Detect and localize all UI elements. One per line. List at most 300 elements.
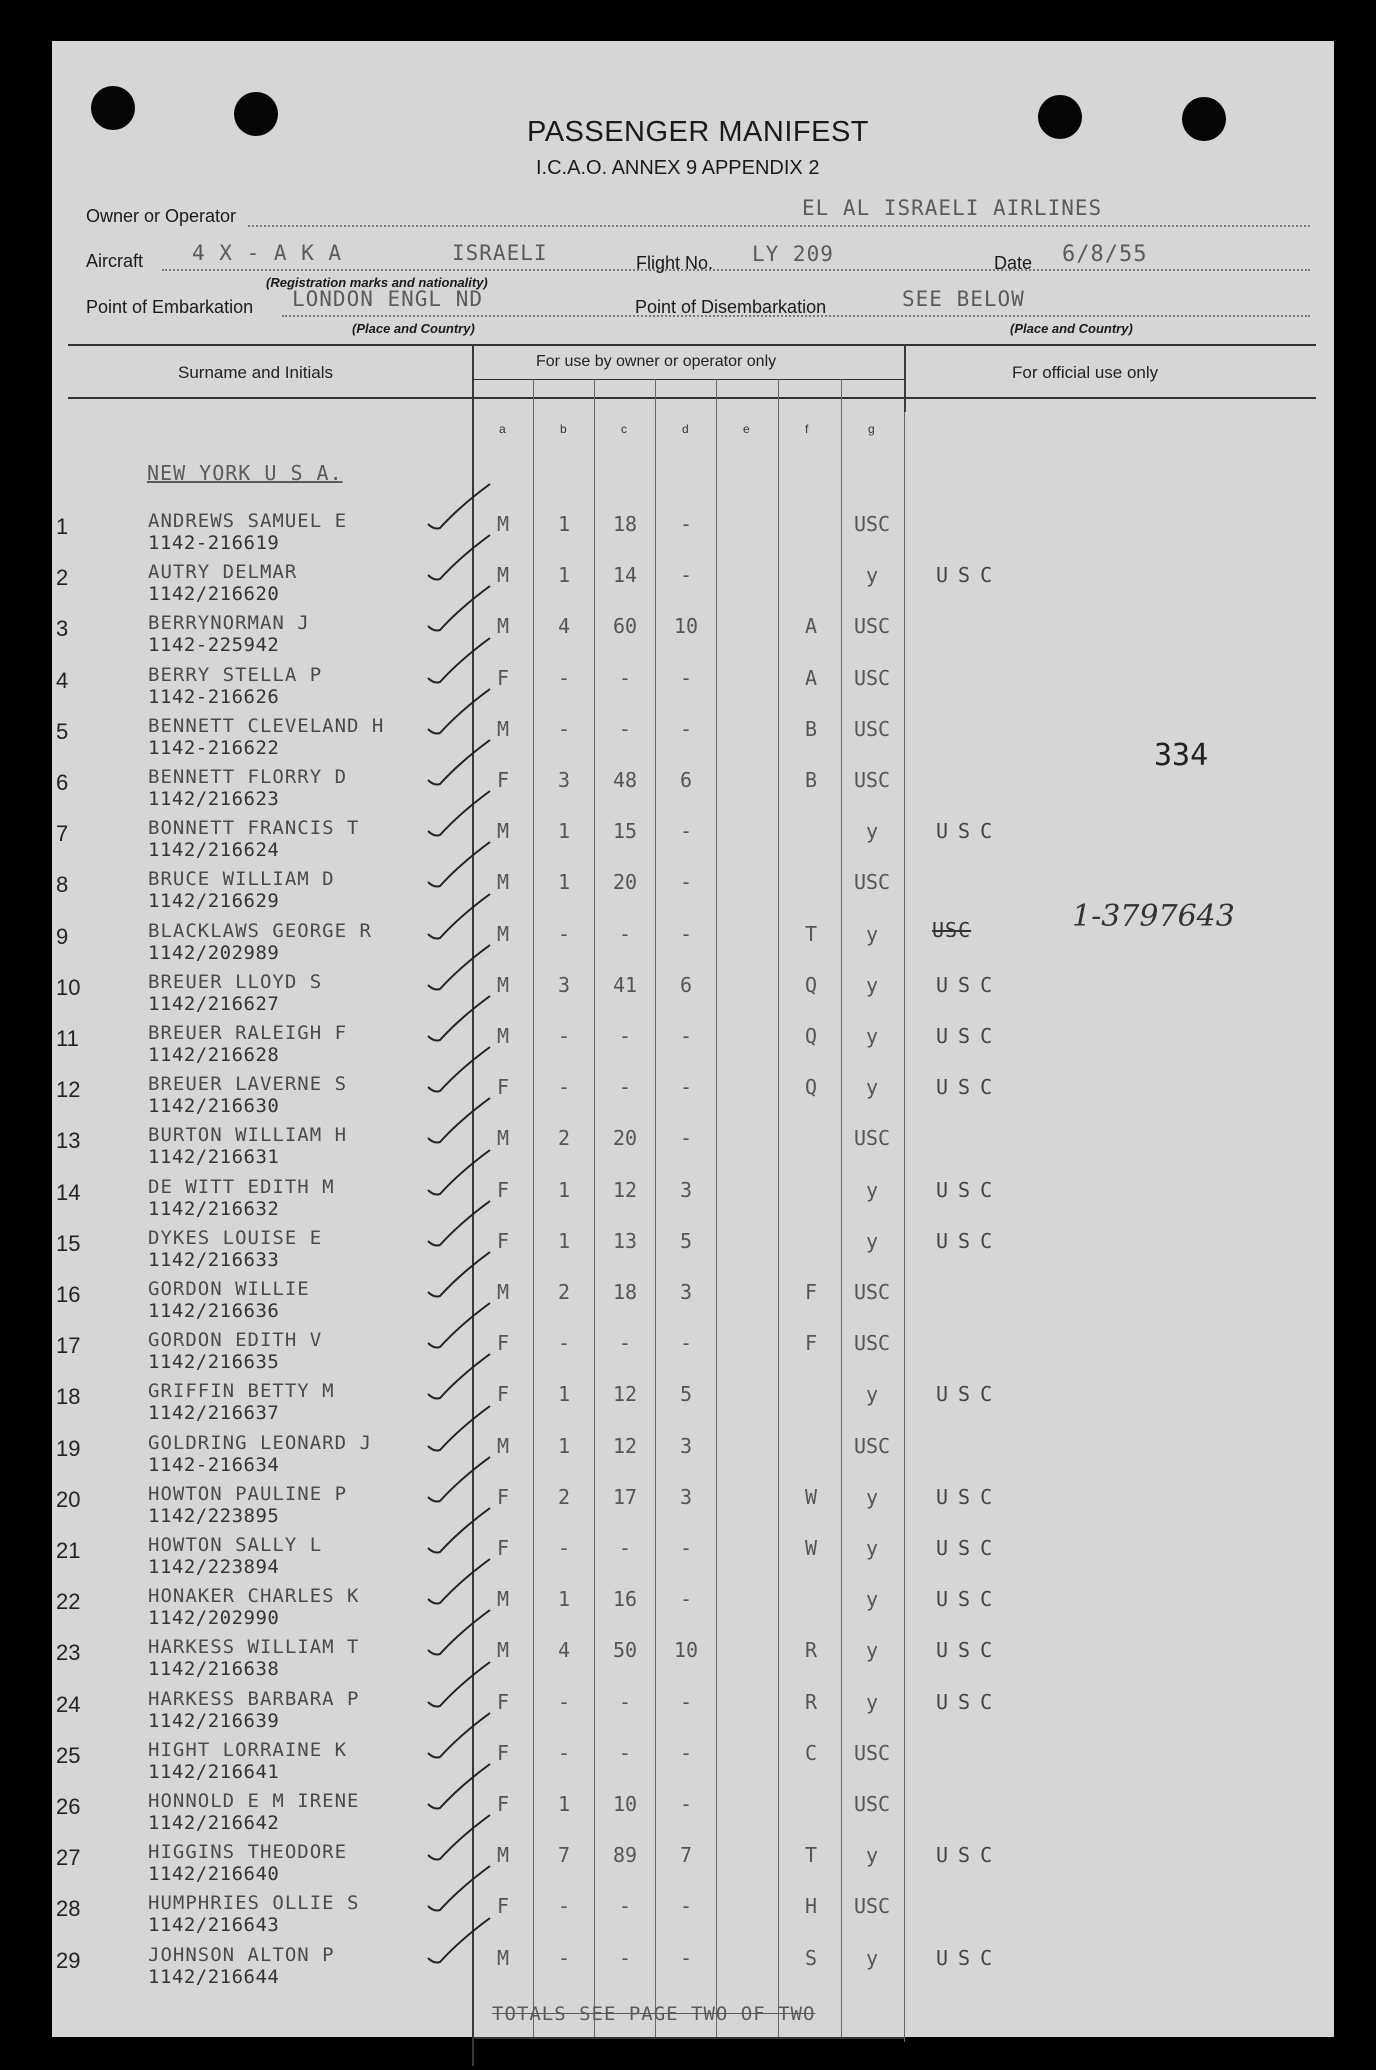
row-number: 6 — [56, 770, 69, 795]
col-b-value: - — [557, 1946, 571, 1970]
check-mark-icon — [420, 1146, 500, 1202]
col-f-value: B — [804, 768, 818, 792]
col-a-value: M — [496, 1946, 510, 1970]
destination-heading: NEW YORK U S A. — [147, 461, 343, 485]
passenger-name: BREUER RALEIGH F — [148, 1022, 348, 1044]
punch-hole — [1182, 97, 1226, 141]
col-f-value: R — [804, 1638, 818, 1662]
passenger-name: HONNOLD E M IRENE — [148, 1790, 360, 1812]
col-b-value: 3 — [557, 768, 571, 792]
manifest-sheet — [52, 41, 1334, 2037]
col-c-value: 41 — [612, 973, 638, 997]
ticket-number: 1142/216644 — [148, 1966, 280, 1988]
passenger-name: HARKESS BARBARA P — [148, 1688, 360, 1710]
row-number: 29 — [56, 1948, 81, 1973]
col-b-value: - — [557, 717, 571, 741]
passenger-name: HIGGINS THEODORE — [148, 1841, 348, 1863]
col-b-value: 4 — [557, 1638, 571, 1662]
col-d-value: 5 — [679, 1229, 693, 1253]
subcol-a: a — [499, 422, 506, 436]
col-f-value: Q — [804, 1075, 818, 1099]
col-c-value: - — [618, 1946, 632, 1970]
col-d-value: - — [679, 717, 693, 741]
ticket-number: 1142-225942 — [148, 634, 280, 656]
ticket-number: 1142/216630 — [148, 1095, 280, 1117]
col-c-value: - — [618, 1741, 632, 1765]
col-c-value: 50 — [612, 1638, 638, 1662]
row-number: 20 — [56, 1487, 81, 1512]
row-number: 1 — [56, 514, 69, 539]
row-number: 4 — [56, 668, 69, 693]
subcol-c: c — [621, 422, 627, 436]
col-g-value: USC — [853, 768, 891, 792]
row-number: 11 — [56, 1026, 79, 1051]
check-mark-icon — [420, 1402, 500, 1458]
col-b-value: - — [557, 1536, 571, 1560]
col-c-value: 15 — [612, 819, 638, 843]
check-mark-icon — [420, 480, 500, 536]
col-a-value: M — [496, 1587, 510, 1611]
col-g-value: USC — [853, 1331, 891, 1355]
official-use-value: USC — [936, 1178, 1003, 1202]
col-a-value: F — [496, 1792, 510, 1816]
col-d-value: - — [679, 1126, 693, 1150]
ticket-number: 1142-216634 — [148, 1454, 280, 1476]
col-b-value: 2 — [557, 1126, 571, 1150]
ticket-number: 1142/216640 — [148, 1863, 280, 1885]
col-a-value: F — [496, 1075, 510, 1099]
passenger-name: GOLDRING LEONARD J — [148, 1432, 372, 1454]
row-number: 14 — [56, 1180, 81, 1205]
col-d-value: 3 — [679, 1280, 693, 1304]
owner-label: Owner or Operator — [86, 206, 237, 226]
col-a-value: M — [496, 922, 510, 946]
check-mark-icon — [420, 992, 500, 1048]
col-d-value: - — [679, 563, 693, 587]
passenger-name: BERRYNORMAN J — [148, 612, 310, 634]
row-number: 10 — [56, 975, 81, 1000]
passenger-name: BLACKLAWS GEORGE R — [148, 920, 372, 942]
row-number: 17 — [56, 1333, 81, 1358]
check-mark-icon — [420, 1299, 500, 1355]
col-c-value: - — [618, 666, 632, 690]
col-b-value: 3 — [557, 973, 571, 997]
table-row — [52, 811, 1334, 861]
ticket-number: 1142/216633 — [148, 1249, 280, 1271]
ticket-number: 1142/216624 — [148, 839, 280, 861]
col-g-value: y — [865, 1178, 879, 1202]
col-a-value: M — [496, 973, 510, 997]
aircraft-value: 4 X - A K A — [192, 241, 343, 265]
col-b-value: - — [557, 1690, 571, 1714]
check-mark-icon — [420, 838, 500, 894]
col-c-value: - — [618, 1024, 632, 1048]
col-c-value: 12 — [612, 1382, 638, 1406]
ticket-number: 1142-216619 — [148, 532, 280, 554]
col-b-value: 7 — [557, 1843, 571, 1867]
ticket-number: 1142/216635 — [148, 1351, 280, 1373]
col-g-value: y — [865, 1587, 879, 1611]
col-a-value: F — [496, 1536, 510, 1560]
col-g-value: USC — [853, 512, 891, 536]
row-number: 16 — [56, 1282, 81, 1307]
handwritten-note: 1-3797643 — [1072, 899, 1235, 934]
col-f-value: T — [804, 922, 818, 946]
col-g-value: USC — [853, 870, 891, 894]
col-d-value: - — [679, 922, 693, 946]
ticket-number: 1142-216622 — [148, 737, 280, 759]
ticket-number: 1142/216638 — [148, 1658, 280, 1680]
check-mark-icon — [420, 1760, 500, 1816]
ticket-number: 1142-216626 — [148, 686, 280, 708]
ticket-number: 1142/216639 — [148, 1710, 280, 1732]
col-a-value: M — [496, 1843, 510, 1867]
col-b-value: 1 — [557, 1792, 571, 1816]
row-number: 12 — [56, 1077, 81, 1102]
col-a-value: M — [496, 1434, 510, 1458]
col-c-value: - — [618, 1690, 632, 1714]
col-a-value: M — [496, 870, 510, 894]
col-d-value: 3 — [679, 1434, 693, 1458]
col-b-value: - — [557, 666, 571, 690]
passenger-name: BONNETT FRANCIS T — [148, 817, 360, 839]
ticket-number: 1142/223894 — [148, 1556, 280, 1578]
form-subtitle: I.C.A.O. ANNEX 9 APPENDIX 2 — [536, 157, 820, 179]
col-c-value: - — [618, 1331, 632, 1355]
col-b-value: 1 — [557, 512, 571, 536]
col-d-value: - — [679, 666, 693, 690]
row-number: 5 — [56, 719, 69, 744]
ticket-number: 1142/216631 — [148, 1146, 280, 1168]
passenger-name: AUTRY DELMAR — [148, 561, 298, 583]
col-a-value: M — [496, 1024, 510, 1048]
embarkation-label: Point of Embarkation — [86, 297, 254, 317]
check-mark-icon — [420, 1811, 500, 1867]
col-g-value: USC — [853, 1894, 891, 1918]
ticket-number: 1142/216627 — [148, 993, 280, 1015]
check-mark-icon — [420, 582, 500, 638]
passenger-name: GRIFFIN BETTY M — [148, 1380, 335, 1402]
table-row — [52, 1170, 1334, 1220]
check-mark-icon — [420, 1043, 500, 1099]
official-use-value: USC — [936, 1536, 1003, 1560]
col-a-value: F — [496, 1382, 510, 1406]
col-b-value: - — [557, 1894, 571, 1918]
page-number: 334 — [1154, 738, 1209, 773]
row-number: 19 — [56, 1436, 81, 1461]
table-row — [52, 658, 1334, 708]
aircraft-label: Aircraft — [86, 251, 144, 271]
col-a-value: F — [496, 768, 510, 792]
col-a-value: M — [496, 717, 510, 741]
official-use-value: USC — [936, 1382, 1003, 1406]
col-g-value: y — [865, 1638, 879, 1662]
col-d-value: 5 — [679, 1382, 693, 1406]
col-g-value: USC — [853, 1792, 891, 1816]
table-row — [52, 1477, 1334, 1527]
col-d-value: 7 — [679, 1843, 693, 1867]
check-mark-icon — [420, 634, 500, 690]
ticket-number: 1142/202990 — [148, 1607, 280, 1629]
col-d-value: - — [679, 1690, 693, 1714]
subcol-e: e — [743, 422, 750, 436]
check-mark-icon — [420, 1606, 500, 1662]
table-row — [52, 1426, 1334, 1476]
subcol-b: b — [560, 422, 567, 436]
col-g-value: y — [865, 1382, 879, 1406]
passenger-name: BENNETT CLEVELAND H — [148, 715, 385, 737]
check-mark-icon — [420, 1709, 500, 1765]
col-c-value: 13 — [612, 1229, 638, 1253]
passenger-name: BREUER LAVERNE S — [148, 1073, 348, 1095]
col-c-value: 14 — [612, 563, 638, 587]
row-number: 18 — [56, 1384, 81, 1409]
col-a-value: M — [496, 1280, 510, 1304]
col-a-value: M — [496, 614, 510, 638]
col-d-value: - — [679, 1587, 693, 1611]
table-row — [52, 709, 1334, 759]
col-d-value: 3 — [679, 1178, 693, 1202]
table-row — [52, 1784, 1334, 1834]
ticket-number: 1142/216623 — [148, 788, 280, 810]
col-f-value: R — [804, 1690, 818, 1714]
punch-hole — [91, 86, 135, 130]
col-a-value: M — [496, 1638, 510, 1662]
check-mark-icon — [420, 1862, 500, 1918]
ticket-number: 1142/216643 — [148, 1914, 280, 1936]
check-mark-icon — [420, 1504, 500, 1560]
col-official-header: For official use only — [1012, 363, 1159, 382]
table-row — [52, 555, 1334, 605]
col-b-value: 1 — [557, 1382, 571, 1406]
official-use-value: USC — [936, 1229, 1003, 1253]
col-b-value: 1 — [557, 1434, 571, 1458]
passenger-name: BRUCE WILLIAM D — [148, 868, 335, 890]
check-mark-icon — [420, 1555, 500, 1611]
col-f-value: H — [804, 1894, 818, 1918]
check-mark-icon — [420, 1658, 500, 1714]
totals-footer: TOTALS SEE PAGE TWO OF TWO — [492, 2003, 816, 2025]
col-f-value: W — [804, 1536, 818, 1560]
col-c-value: 48 — [612, 768, 638, 792]
col-d-value: 10 — [673, 614, 699, 638]
col-g-value: y — [865, 1485, 879, 1509]
official-use-value: USC — [936, 819, 1003, 843]
col-f-value: C — [804, 1741, 818, 1765]
official-use-value: USC — [936, 1024, 1003, 1048]
col-g-value: y — [865, 1690, 879, 1714]
col-c-value: 20 — [612, 1126, 638, 1150]
col-b-value: 4 — [557, 614, 571, 638]
col-c-value: - — [618, 1894, 632, 1918]
col-d-value: - — [679, 870, 693, 894]
col-b-value: 1 — [557, 819, 571, 843]
col-f-value: F — [804, 1280, 818, 1304]
row-number: 2 — [56, 565, 69, 590]
col-c-value: 12 — [612, 1178, 638, 1202]
col-f-value: A — [804, 614, 818, 638]
col-d-value: - — [679, 1946, 693, 1970]
passenger-name: HOWTON PAULINE P — [148, 1483, 348, 1505]
passenger-name: BREUER LLOYD S — [148, 971, 323, 993]
col-c-value: - — [618, 717, 632, 741]
col-g-value: USC — [853, 1741, 891, 1765]
punch-hole — [1038, 95, 1082, 139]
check-mark-icon — [420, 941, 500, 997]
row-number: 13 — [56, 1128, 81, 1153]
col-c-value: - — [618, 1536, 632, 1560]
passenger-name: HARKESS WILLIAM T — [148, 1636, 360, 1658]
col-b-value: - — [557, 1741, 571, 1765]
passenger-name: GORDON WILLIE — [148, 1278, 310, 1300]
table-row — [52, 1886, 1334, 1936]
passenger-name: BENNETT FLORRY D — [148, 766, 348, 788]
col-c-value: 17 — [612, 1485, 638, 1509]
col-a-value: F — [496, 1894, 510, 1918]
embarkation-note: (Place and Country) — [352, 321, 475, 336]
passenger-name: BURTON WILLIAM H — [148, 1124, 348, 1146]
col-g-value: USC — [853, 666, 891, 690]
registration-note: (Registration marks and nationality) — [266, 275, 488, 290]
row-number: 21 — [56, 1538, 81, 1563]
row-number: 3 — [56, 616, 69, 641]
col-g-value: y — [865, 1075, 879, 1099]
col-d-value: - — [679, 1741, 693, 1765]
passenger-name: HONAKER CHARLES K — [148, 1585, 360, 1607]
table-row — [52, 504, 1334, 554]
col-b-value: - — [557, 1331, 571, 1355]
passenger-name: DYKES LOUISE E — [148, 1227, 323, 1249]
check-mark-icon — [420, 1094, 500, 1150]
check-mark-icon — [420, 685, 500, 741]
date-label: Date — [994, 253, 1033, 273]
ticket-number: 1142/216636 — [148, 1300, 280, 1322]
col-surname-header: Surname and Initials — [178, 363, 333, 382]
ticket-number: 1142/216632 — [148, 1198, 280, 1220]
official-use-value: USC — [936, 563, 1003, 587]
passenger-name: DE WITT EDITH M — [148, 1176, 335, 1198]
col-g-value: USC — [853, 1126, 891, 1150]
col-d-value: - — [679, 1331, 693, 1355]
col-b-value: 1 — [557, 563, 571, 587]
struck-usc: USC — [932, 918, 972, 942]
table-row — [52, 1682, 1334, 1732]
flight-value: LY 209 — [752, 242, 834, 266]
table-row — [52, 1067, 1334, 1117]
col-d-value: - — [679, 1075, 693, 1099]
col-c-value: 60 — [612, 614, 638, 638]
ticket-number: 1142/216628 — [148, 1044, 280, 1066]
table-row — [52, 1835, 1334, 1885]
col-g-value: y — [865, 922, 879, 946]
col-g-value: USC — [853, 1434, 891, 1458]
row-number: 8 — [56, 872, 69, 897]
col-c-value: - — [618, 922, 632, 946]
disembarkation-note: (Place and Country) — [1010, 321, 1133, 336]
row-number: 28 — [56, 1896, 81, 1921]
subcol-f: f — [805, 422, 809, 436]
col-f-value: B — [804, 717, 818, 741]
ticket-number: 1142/216637 — [148, 1402, 280, 1424]
ticket-number: 1142/223895 — [148, 1505, 280, 1527]
table-row — [52, 1630, 1334, 1680]
col-b-value: 2 — [557, 1280, 571, 1304]
table-row — [52, 1938, 1334, 1988]
col-b-value: - — [557, 922, 571, 946]
date-value: 6/8/55 — [1062, 242, 1148, 267]
ticket-number: 1142/202989 — [148, 942, 280, 964]
col-c-value: 18 — [612, 1280, 638, 1304]
passenger-name: JOHNSON ALTON P — [148, 1944, 335, 1966]
col-a-value: F — [496, 1690, 510, 1714]
col-d-value: - — [679, 1792, 693, 1816]
row-number: 26 — [56, 1794, 81, 1819]
subcol-d: d — [682, 422, 689, 436]
col-a-value: F — [496, 1741, 510, 1765]
passenger-name: HOWTON SALLY L — [148, 1534, 323, 1556]
check-mark-icon — [420, 736, 500, 792]
col-b-value: 1 — [557, 1229, 571, 1253]
form-title: PASSENGER MANIFEST — [527, 116, 870, 148]
col-g-value: y — [865, 1229, 879, 1253]
disembarkation-value: SEE BELOW — [902, 287, 1025, 311]
col-b-value: 1 — [557, 1178, 571, 1202]
punch-hole — [234, 92, 278, 136]
ticket-number: 1142/216641 — [148, 1761, 280, 1783]
table-row — [52, 1016, 1334, 1066]
col-a-value: M — [496, 1126, 510, 1150]
col-c-value: 18 — [612, 512, 638, 536]
col-f-value: A — [804, 666, 818, 690]
col-g-value: y — [865, 819, 879, 843]
col-c-value: 12 — [612, 1434, 638, 1458]
col-b-value: 2 — [557, 1485, 571, 1509]
check-mark-icon — [420, 1197, 500, 1253]
col-c-value: 10 — [612, 1792, 638, 1816]
passenger-name: BERRY STELLA P — [148, 664, 323, 686]
col-f-value: Q — [804, 973, 818, 997]
official-use-value: USC — [936, 1946, 1003, 1970]
table-row — [52, 1118, 1334, 1168]
col-d-value: 6 — [679, 768, 693, 792]
col-a-value: M — [496, 819, 510, 843]
col-b-value: - — [557, 1075, 571, 1099]
col-c-value: 89 — [612, 1843, 638, 1867]
official-use-value: USC — [936, 1690, 1003, 1714]
table-row — [52, 1579, 1334, 1629]
col-f-value: W — [804, 1485, 818, 1509]
table-row — [52, 1733, 1334, 1783]
ticket-number: 1142/216620 — [148, 583, 280, 605]
col-b-value: - — [557, 1024, 571, 1048]
col-d-value: - — [679, 1536, 693, 1560]
col-f-value: T — [804, 1843, 818, 1867]
col-g-value: y — [865, 1536, 879, 1560]
col-d-value: 6 — [679, 973, 693, 997]
table-row — [52, 1221, 1334, 1271]
row-number: 9 — [56, 924, 69, 949]
col-d-value: - — [679, 1894, 693, 1918]
col-g-value: y — [865, 1024, 879, 1048]
col-c-value: 16 — [612, 1587, 638, 1611]
check-mark-icon — [420, 1914, 500, 1970]
table-row — [52, 1528, 1334, 1578]
col-a-value: F — [496, 1485, 510, 1509]
passenger-name: HIGHT LORRAINE K — [148, 1739, 348, 1761]
official-use-value: USC — [936, 1587, 1003, 1611]
table-row — [52, 606, 1334, 656]
col-f-value: F — [804, 1331, 818, 1355]
